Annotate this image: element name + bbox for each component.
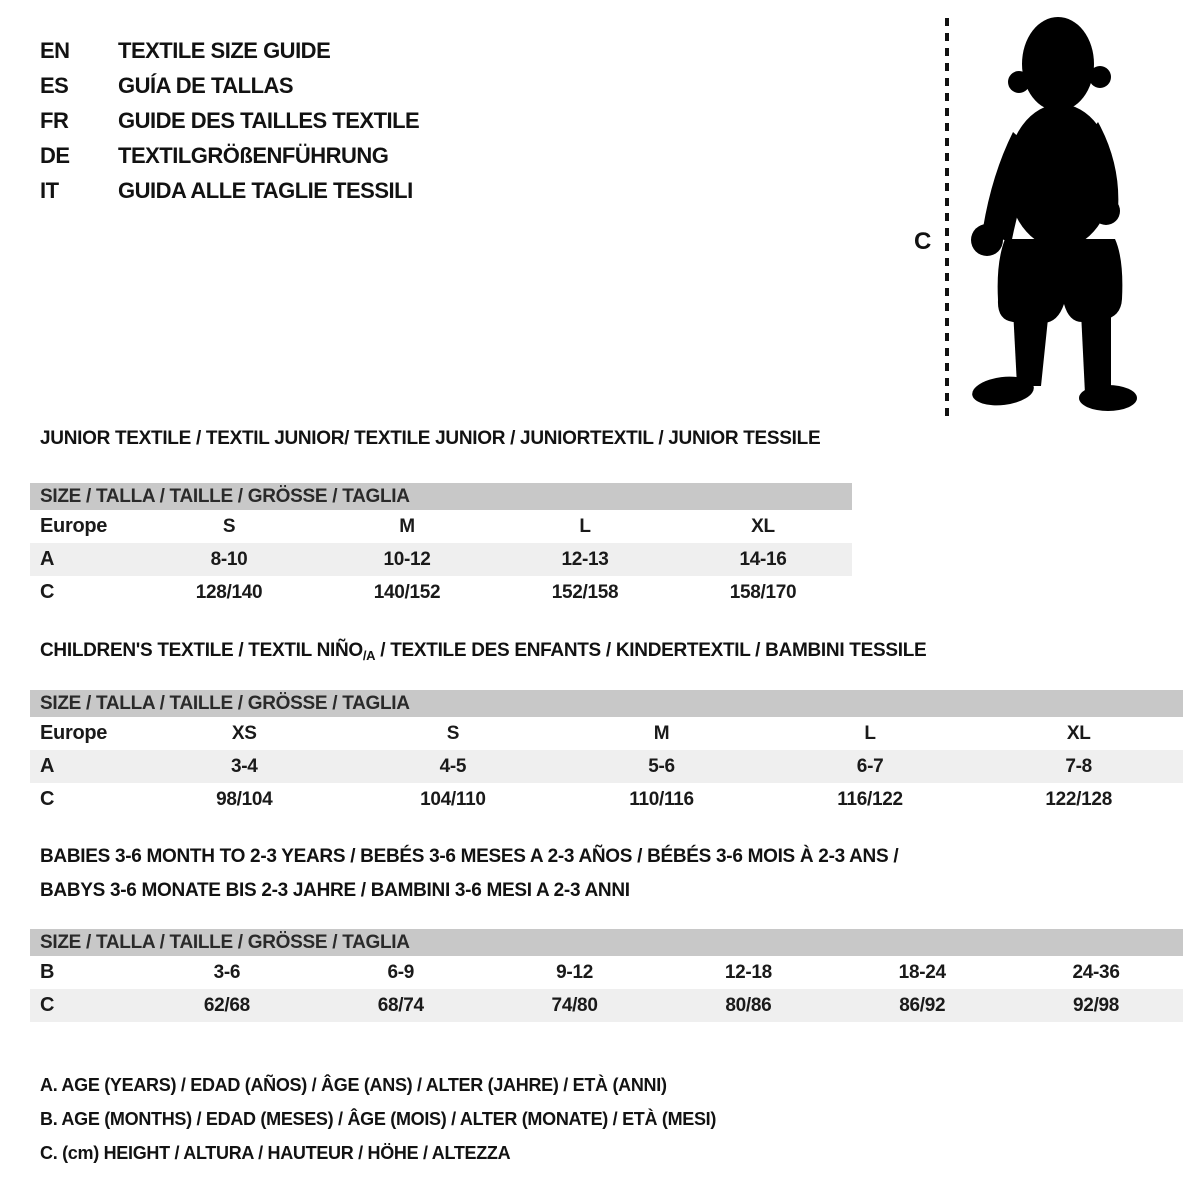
row-label: A [40,548,55,570]
table-cell: S [222,516,236,537]
table-cell: 18-24 [898,962,946,983]
babies-section-heading-line1: BABIES 3-6 MONTH TO 2-3 YEARS / BEBÉS 3-6 MESES A 2-3 AÑOS / BÉBÉS 3-6 MOIS À 2-3 ANS / [40,846,899,867]
table-cell: 62/68 [203,995,250,1016]
height-measure-dashed-line [944,18,950,416]
table-cell: XS [231,723,257,744]
table-cell: M [653,723,670,744]
measure-label-c: C [914,228,932,255]
children-section-heading [40,640,926,662]
table-row [30,783,1183,816]
table-cell: 5-6 [648,756,675,777]
table-cell: XL [751,516,775,537]
language-title: GUIDE DES TAILLES TEXTILE [118,107,420,133]
table-cell: 104/110 [420,789,486,810]
table-cell: 68/74 [377,995,424,1016]
legend-line-a: A. AGE (YEARS) / EDAD (AÑOS) / ÂGE (ANS) / ALTER (JAHRE) / ETÀ (ANNI) [40,1075,667,1095]
language-row-en [40,33,419,68]
table-cell: L [579,516,591,537]
language-code: DE [40,142,70,168]
table-cell: 152/158 [551,582,619,603]
language-code: EN [40,37,70,63]
table-cell: 7-8 [1065,756,1092,777]
language-row-it [40,173,419,208]
row-label: C [40,994,55,1016]
table-cell: 12-18 [724,962,772,983]
table-cell: XL [1066,723,1091,744]
table-row [30,717,1183,750]
table-cell: 3-6 [213,962,241,983]
toddler-silhouette-icon [965,14,1140,416]
table-cell: 6-7 [856,756,884,777]
table-cell: 74/80 [551,995,598,1016]
row-label: A [40,755,55,777]
language-title-block [40,33,419,208]
table-cell: 92/98 [1073,995,1120,1016]
children-heading-sub: /A [362,648,376,663]
table-cell: 128/140 [195,582,263,603]
children-heading-post: / TEXTILE DES ENFANTS / KINDERTEXTIL / BAMBINI TESSILE [375,640,927,661]
table-cell: 86/92 [899,995,946,1016]
table-cell: 80/86 [725,995,772,1016]
language-code: IT [40,177,59,203]
table-cell: 98/104 [216,789,273,810]
size-header-bar: SIZE / TALLA / TAILLE / GRÖSSE / TAGLIA [30,483,852,510]
junior-size-table [30,483,852,609]
size-header-bar: SIZE / TALLA / TAILLE / GRÖSSE / TAGLIA [30,929,1183,956]
children-size-table [30,690,1183,816]
language-title: TEXTILGRÖßENFÜHRUNG [118,142,389,168]
babies-size-table [30,929,1183,1022]
legend-line-c: C. (cm) HEIGHT / ALTURA / HAUTEUR / HÖHE / ALTEZZA [40,1143,511,1163]
table-cell: 12-13 [561,549,609,570]
babies-section-heading-line2: BABYS 3-6 MONATE BIS 2-3 JAHRE / BAMBINI 3-6 MESI A 2-3 ANNI [40,880,630,901]
children-heading-pre: CHILDREN'S TEXTILE / TEXTIL NIÑO [40,640,363,661]
language-code: ES [40,72,69,98]
table-cell: 4-5 [439,756,467,777]
table-cell: M [399,516,415,537]
table-cell: L [864,723,876,744]
table-row [30,576,852,609]
language-title: GUÍA DE TALLAS [118,72,294,98]
table-cell: 140/152 [373,582,441,603]
measurement-legend [40,1068,716,1170]
row-label: C [40,788,55,810]
table-row [30,750,1183,783]
table-row [30,510,852,543]
row-label: Europe [40,722,108,744]
table-row [30,543,852,576]
language-code: FR [40,107,69,133]
table-cell: 24-36 [1072,962,1120,983]
language-row-de [40,138,419,173]
language-title: TEXTILE SIZE GUIDE [118,37,331,63]
table-cell: 116/122 [837,789,903,810]
table-cell: 10-12 [383,549,431,570]
row-label: C [40,581,55,603]
table-cell: 110/116 [629,789,694,810]
table-cell: 122/128 [1045,789,1112,810]
table-row [30,956,1183,989]
junior-section-heading: JUNIOR TEXTILE / TEXTIL JUNIOR/ TEXTILE JUNIOR / JUNIORTEXTIL / JUNIOR TESSILE [40,428,821,449]
row-label: B [40,961,55,983]
table-cell: 3-4 [231,756,258,777]
language-title: GUIDA ALLE TAGLIE TESSILI [118,177,413,203]
legend-line-b: B. AGE (MONTHS) / EDAD (MESES) / ÂGE (MOIS) / ALTER (MONATE) / ETÀ (MESI) [40,1109,717,1129]
language-row-fr [40,103,419,138]
size-header-bar: SIZE / TALLA / TAILLE / GRÖSSE / TAGLIA [30,690,1183,717]
table-row [30,989,1183,1022]
row-label: Europe [40,515,108,537]
table-cell: 8-10 [210,549,248,570]
table-cell: 9-12 [556,962,593,983]
table-cell: 6-9 [387,962,415,983]
language-row-es [40,68,419,103]
table-cell: S [446,723,460,744]
table-cell: 14-16 [739,549,787,570]
table-cell: 158/170 [729,582,797,603]
